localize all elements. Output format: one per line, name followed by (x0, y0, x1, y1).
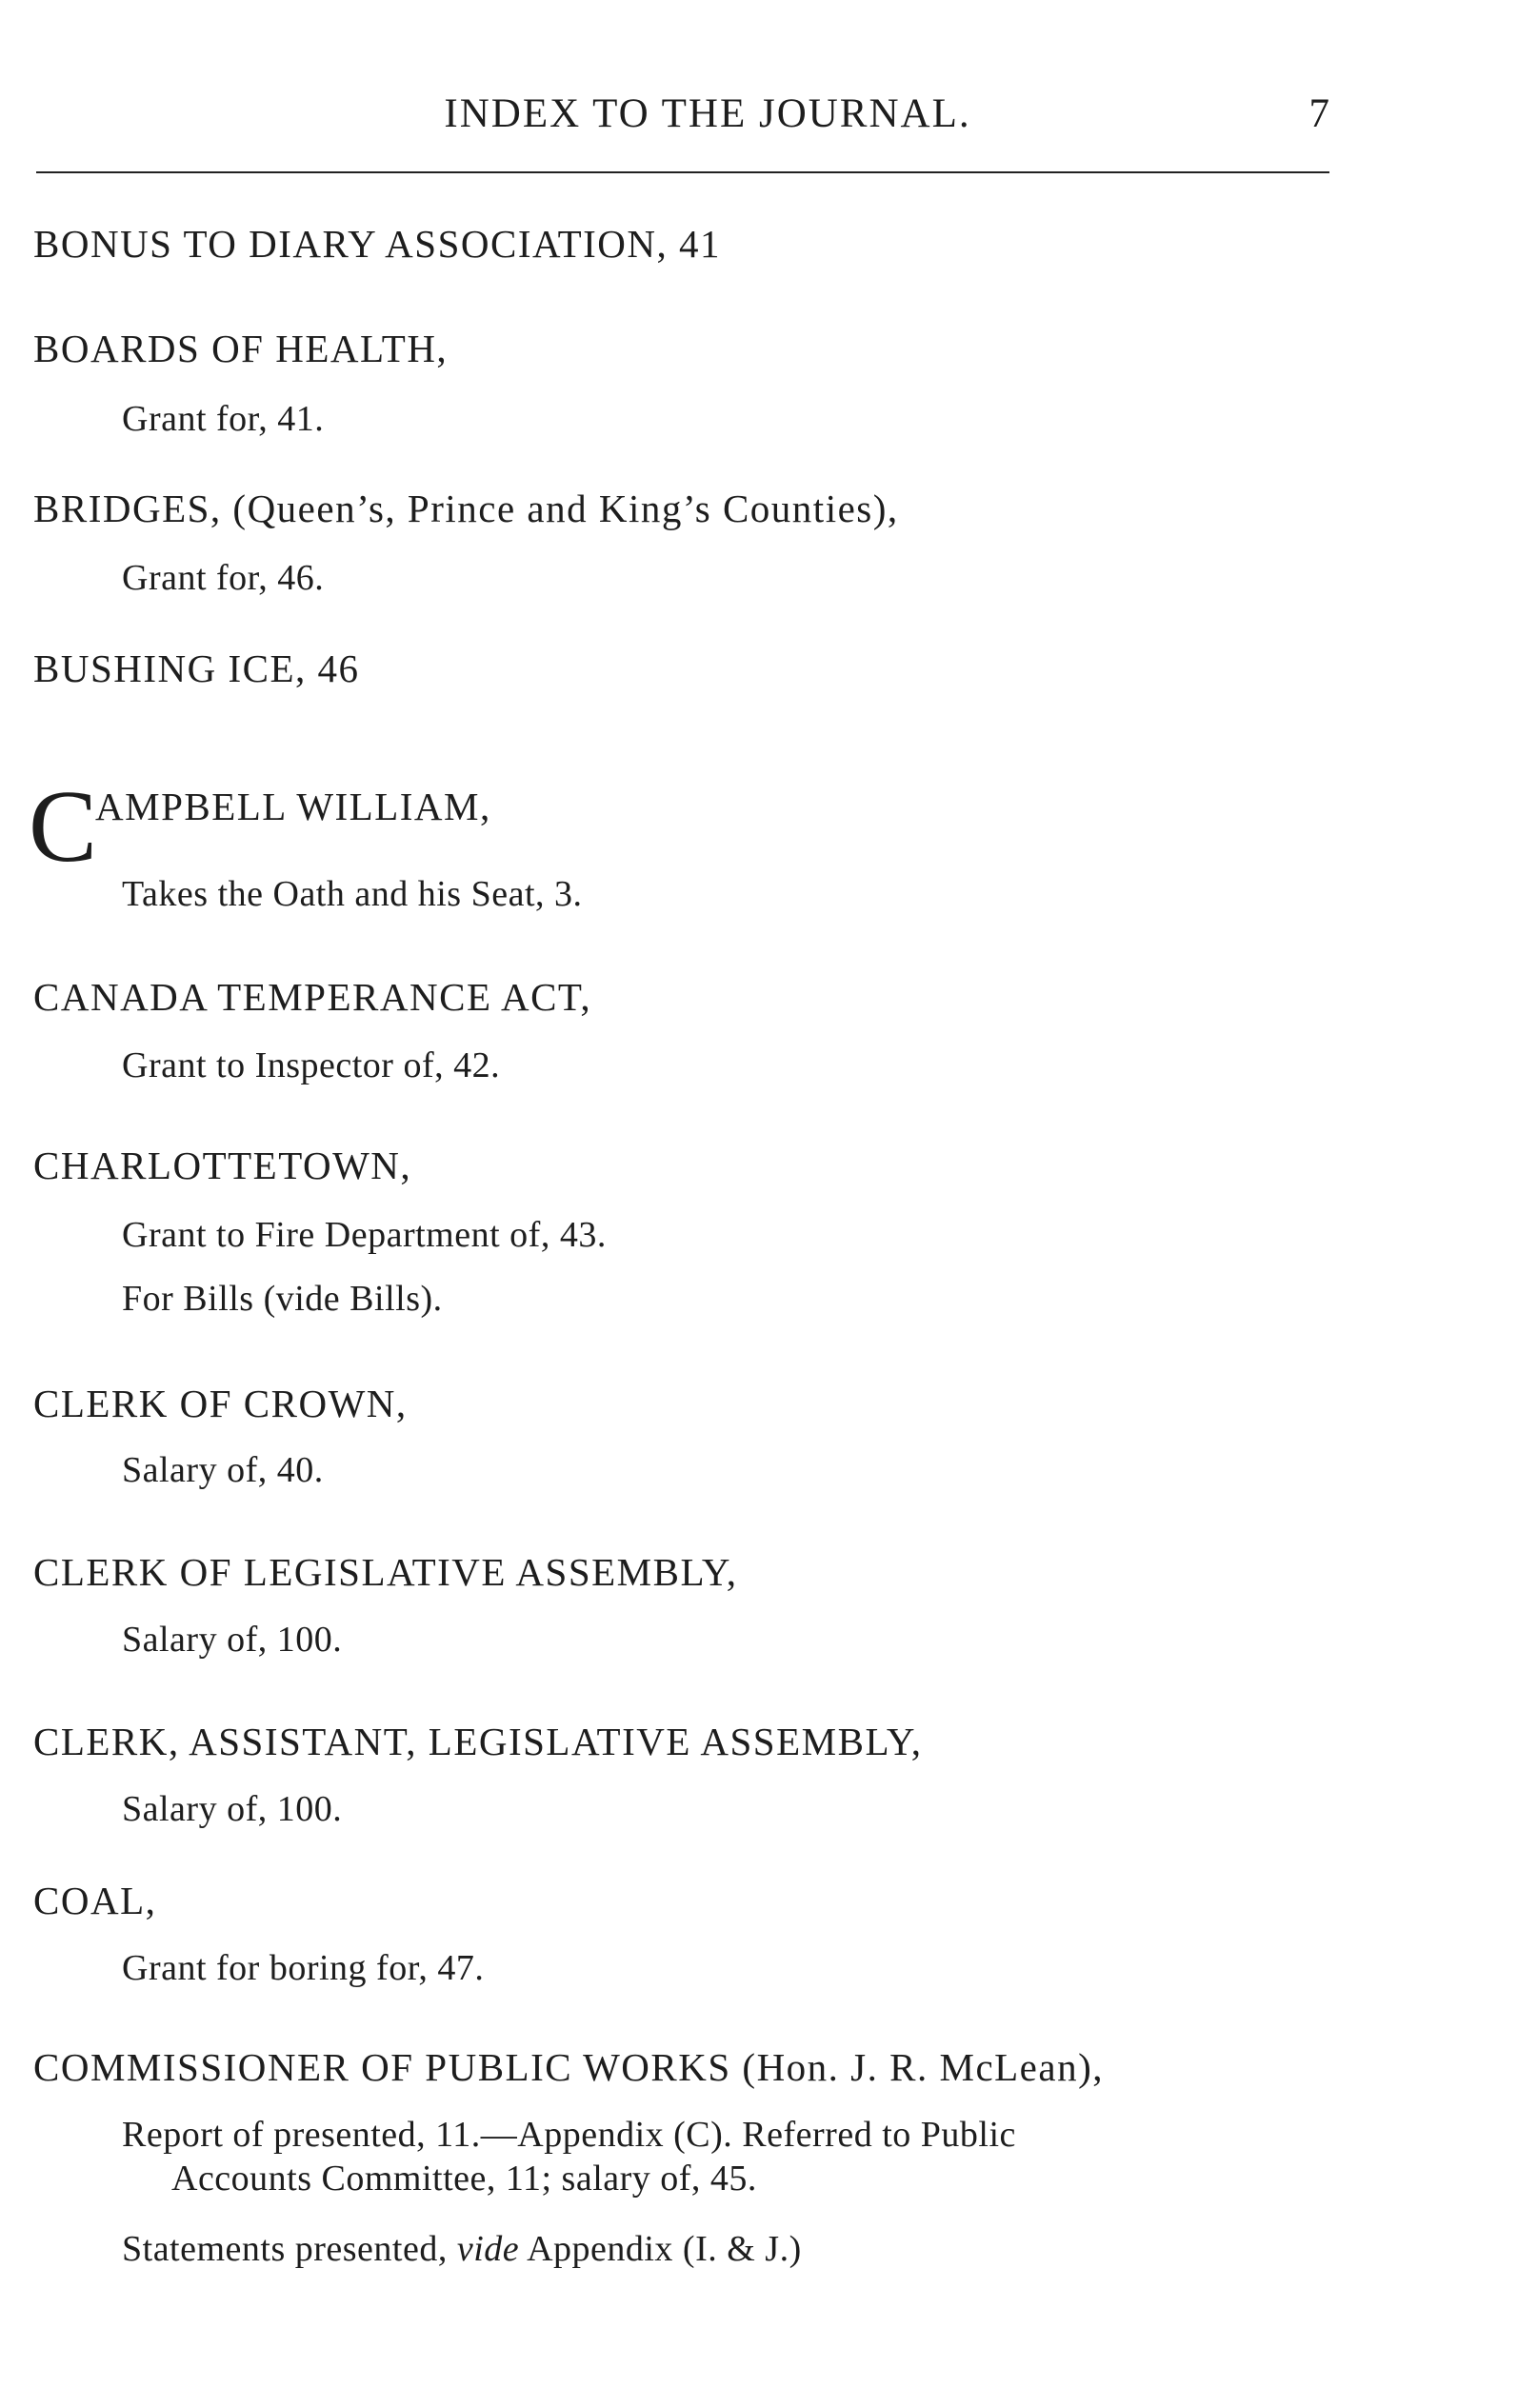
entry-charlottetown-sub1: Grant to Fire Department of, 43. (122, 1215, 607, 1255)
page-number: 7 (1308, 91, 1329, 136)
entry-commissioner-sub2-pre: Statements presented, (122, 2229, 448, 2269)
entry-commissioner-heading: COMMISSIONER OF PUBLIC WORKS (Hon. J. R. McLean), (33, 2045, 1104, 2089)
entry-commissioner-sub1-line1: Report of presented, 11.—Appendix (C). Referred to Public (122, 2115, 1016, 2155)
entry-coal-heading: COAL, (33, 1879, 157, 1922)
entry-canada-heading: CANADA TEMPERANCE ACT, (33, 975, 592, 1019)
entry-clerk-assistant-heading: CLERK, ASSISTANT, LEGISLATIVE ASSEMBLY, (33, 1720, 923, 1763)
entry-commissioner-sub2-italic: vide (456, 2229, 520, 2269)
entry-bonus-heading: BONUS TO DIARY ASSOCIATION, 41 (33, 222, 721, 266)
entry-commissioner-sub2-post: Appendix (I. & J.) (527, 2229, 802, 2269)
entry-clerk-crown-heading: CLERK OF CROWN, (33, 1382, 408, 1425)
entry-charlottetown-heading: CHARLOTTETOWN, (33, 1144, 412, 1187)
entry-clerk-assistant-sub: Salary of, 100. (122, 1789, 343, 1829)
entry-bushing-heading: BUSHING ICE, 46 (33, 647, 360, 690)
entry-clerk-assembly-sub: Salary of, 100. (122, 1620, 343, 1660)
entry-clerk-assembly-heading: CLERK OF LEGISLATIVE ASSEMBLY, (33, 1550, 738, 1594)
entry-bridges-heading: BRIDGES, (Queen’s, Prince and King’s Counties), (33, 487, 899, 530)
entry-commissioner-sub2 (122, 2228, 802, 2270)
page-title: INDEX TO THE JOURNAL. (444, 91, 971, 136)
entry-boards-sub: Grant for, 41. (122, 399, 325, 439)
entry-campbell-heading: AMPBELL WILLIAM, (95, 785, 491, 828)
entry-bridges-sub: Grant for, 46. (122, 558, 325, 598)
page-header (36, 90, 1329, 148)
entry-canada-sub: Grant to Inspector of, 42. (122, 1045, 501, 1085)
entry-clerk-crown-sub: Salary of, 40. (122, 1450, 324, 1490)
entry-campbell-sub: Takes the Oath and his Seat, 3. (122, 874, 583, 914)
entry-charlottetown-sub2: For Bills (vide Bills). (122, 1279, 443, 1319)
entry-boards-heading: BOARDS OF HEALTH, (33, 327, 449, 370)
entry-coal-sub: Grant for boring for, 47. (122, 1948, 485, 1988)
entry-commissioner-sub1-line2: Accounts Committee, 11; salary of, 45. (171, 2159, 757, 2199)
entry-campbell-dropcap: C (29, 770, 98, 884)
header-rule (36, 171, 1329, 173)
